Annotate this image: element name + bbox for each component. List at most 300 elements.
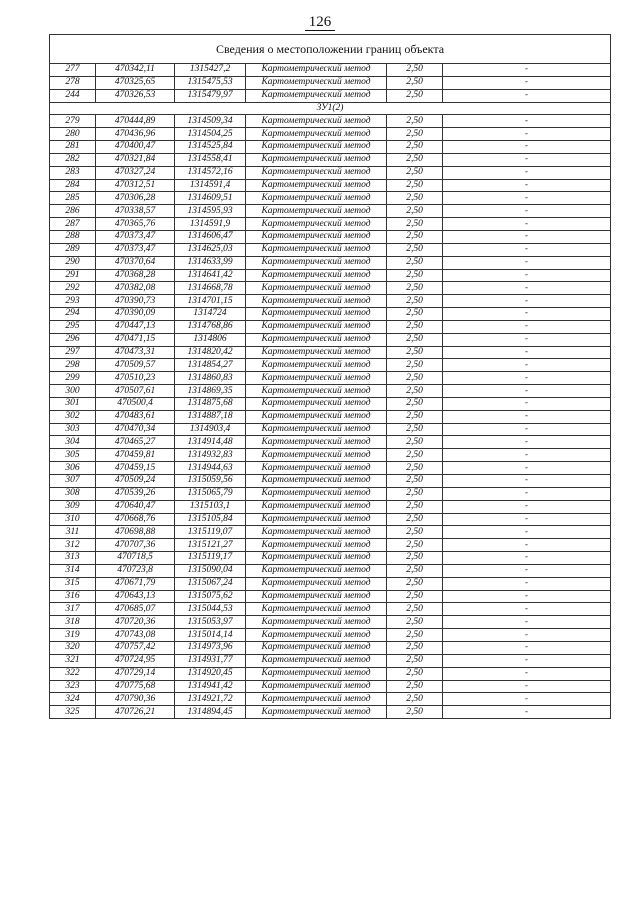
cell-method: Картометрический метод [246, 410, 387, 423]
cell-method: Картометрический метод [246, 192, 387, 205]
cell-method: Картометрический метод [246, 89, 387, 102]
cell-point-number: 300 [50, 385, 96, 398]
table-row [50, 192, 611, 205]
table-row [50, 436, 611, 449]
cell-description: - [443, 385, 611, 398]
cell-precision: 2,50 [387, 616, 443, 629]
table-row [50, 693, 611, 706]
cell-coord-y: 1314920,45 [175, 667, 246, 680]
cell-coord-y: 1314668,78 [175, 282, 246, 295]
cell-method: Картометрический метод [246, 166, 387, 179]
cell-coord-x: 470444,89 [96, 115, 175, 128]
cell-method: Картометрический метод [246, 487, 387, 500]
cell-coord-y: 1315119,07 [175, 526, 246, 539]
cell-coord-x: 470685,07 [96, 603, 175, 616]
cell-point-number: 304 [50, 436, 96, 449]
table-row [50, 179, 611, 192]
table-row [50, 577, 611, 590]
cell-coord-y: 1314768,86 [175, 320, 246, 333]
cell-coord-y: 1314633,99 [175, 256, 246, 269]
cell-point-number: 290 [50, 256, 96, 269]
table-row [50, 115, 611, 128]
table-row [50, 564, 611, 577]
cell-precision: 2,50 [387, 295, 443, 308]
cell-point-number: 320 [50, 641, 96, 654]
cell-description: - [443, 218, 611, 231]
cell-point-number: 322 [50, 667, 96, 680]
cell-point-number: 288 [50, 230, 96, 243]
cell-precision: 2,50 [387, 552, 443, 565]
cell-description: - [443, 372, 611, 385]
cell-coord-y: 1315075,62 [175, 590, 246, 603]
cell-precision: 2,50 [387, 230, 443, 243]
table-row [50, 128, 611, 141]
table-row [50, 616, 611, 629]
table-row [50, 346, 611, 359]
cell-coord-x: 470327,24 [96, 166, 175, 179]
cell-method: Картометрический метод [246, 243, 387, 256]
cell-coord-y: 1314641,42 [175, 269, 246, 282]
cell-description: - [443, 603, 611, 616]
cell-precision: 2,50 [387, 153, 443, 166]
cell-point-number: 279 [50, 115, 96, 128]
cell-method: Картометрический метод [246, 256, 387, 269]
cell-point-number: 299 [50, 372, 96, 385]
cell-precision: 2,50 [387, 243, 443, 256]
cell-method: Картометрический метод [246, 706, 387, 719]
table-row [50, 243, 611, 256]
cell-coord-y: 1315090,04 [175, 564, 246, 577]
cell-coord-x: 470325,65 [96, 76, 175, 89]
cell-point-number: 323 [50, 680, 96, 693]
table-row [50, 552, 611, 565]
cell-coord-x: 470718,5 [96, 552, 175, 565]
cell-coord-y: 1314860,83 [175, 372, 246, 385]
table-row [50, 333, 611, 346]
cell-description: - [443, 295, 611, 308]
cell-precision: 2,50 [387, 410, 443, 423]
cell-coord-x: 470723,8 [96, 564, 175, 577]
cell-point-number: 287 [50, 218, 96, 231]
cell-point-number: 297 [50, 346, 96, 359]
cell-method: Картометрический метод [246, 397, 387, 410]
cell-coord-x: 470640,47 [96, 500, 175, 513]
table-row [50, 603, 611, 616]
cell-coord-y: 1314701,15 [175, 295, 246, 308]
cell-point-number: 302 [50, 410, 96, 423]
cell-coord-y: 1314625,03 [175, 243, 246, 256]
table-row [50, 526, 611, 539]
cell-coord-y: 1314887,18 [175, 410, 246, 423]
cell-precision: 2,50 [387, 654, 443, 667]
cell-precision: 2,50 [387, 192, 443, 205]
cell-description: - [443, 616, 611, 629]
table-row [50, 89, 611, 102]
cell-method: Картометрический метод [246, 128, 387, 141]
cell-precision: 2,50 [387, 500, 443, 513]
cell-method: Картометрический метод [246, 590, 387, 603]
cell-precision: 2,50 [387, 372, 443, 385]
cell-description: - [443, 153, 611, 166]
cell-coord-x: 470643,13 [96, 590, 175, 603]
cell-description: - [443, 308, 611, 321]
cell-precision: 2,50 [387, 475, 443, 488]
cell-precision: 2,50 [387, 385, 443, 398]
cell-description: - [443, 346, 611, 359]
cell-description: - [443, 76, 611, 89]
cell-coord-x: 470459,15 [96, 462, 175, 475]
table-row [50, 256, 611, 269]
cell-method: Картометрический метод [246, 269, 387, 282]
cell-description: - [443, 115, 611, 128]
cell-precision: 2,50 [387, 449, 443, 462]
cell-point-number: 306 [50, 462, 96, 475]
cell-method: Картометрический метод [246, 552, 387, 565]
cell-description: - [443, 397, 611, 410]
cell-description: - [443, 629, 611, 642]
cell-description: - [443, 269, 611, 282]
cell-method: Картометрический метод [246, 141, 387, 154]
cell-point-number: 311 [50, 526, 96, 539]
cell-precision: 2,50 [387, 564, 443, 577]
cell-precision: 2,50 [387, 693, 443, 706]
cell-method: Картометрический метод [246, 333, 387, 346]
cell-precision: 2,50 [387, 128, 443, 141]
cell-point-number: 319 [50, 629, 96, 642]
cell-description: - [443, 449, 611, 462]
cell-coord-y: 1314606,47 [175, 230, 246, 243]
cell-coord-y: 1314595,93 [175, 205, 246, 218]
cell-description: - [443, 526, 611, 539]
cell-description: - [443, 641, 611, 654]
cell-method: Картометрический метод [246, 539, 387, 552]
cell-point-number: 313 [50, 552, 96, 565]
cell-coord-x: 470510,23 [96, 372, 175, 385]
table-row [50, 423, 611, 436]
cell-precision: 2,50 [387, 346, 443, 359]
cell-description: - [443, 500, 611, 513]
cell-precision: 2,50 [387, 308, 443, 321]
cell-coord-x: 470321,84 [96, 153, 175, 166]
cell-description: - [443, 693, 611, 706]
cell-point-number: 289 [50, 243, 96, 256]
cell-coord-y: 1315119,17 [175, 552, 246, 565]
cell-point-number: 321 [50, 654, 96, 667]
cell-precision: 2,50 [387, 462, 443, 475]
table-row [50, 64, 611, 77]
cell-method: Картометрический метод [246, 603, 387, 616]
cell-coord-y: 1314591,4 [175, 179, 246, 192]
cell-description: - [443, 654, 611, 667]
cell-method: Картометрический метод [246, 693, 387, 706]
table-row [50, 282, 611, 295]
table-row [50, 680, 611, 693]
cell-precision: 2,50 [387, 706, 443, 719]
cell-description: - [443, 667, 611, 680]
cell-coord-x: 470500,4 [96, 397, 175, 410]
cell-precision: 2,50 [387, 423, 443, 436]
cell-precision: 2,50 [387, 333, 443, 346]
cell-coord-x: 470473,31 [96, 346, 175, 359]
cell-precision: 2,50 [387, 667, 443, 680]
cell-method: Картометрический метод [246, 359, 387, 372]
cell-coord-x: 470729,14 [96, 667, 175, 680]
cell-point-number: 301 [50, 397, 96, 410]
cell-method: Картометрический метод [246, 153, 387, 166]
table-row [50, 706, 611, 719]
cell-precision: 2,50 [387, 320, 443, 333]
cell-method: Картометрический метод [246, 616, 387, 629]
cell-point-number: 303 [50, 423, 96, 436]
cell-method: Картометрический метод [246, 641, 387, 654]
cell-precision: 2,50 [387, 205, 443, 218]
table-row [50, 590, 611, 603]
table-row [50, 372, 611, 385]
cell-coord-x: 470724,95 [96, 654, 175, 667]
cell-method: Картометрический метод [246, 667, 387, 680]
cell-precision: 2,50 [387, 218, 443, 231]
cell-coord-y: 1314591,9 [175, 218, 246, 231]
cell-coord-x: 470373,47 [96, 243, 175, 256]
cell-method: Картометрический метод [246, 282, 387, 295]
cell-point-number: 291 [50, 269, 96, 282]
cell-method: Картометрический метод [246, 230, 387, 243]
cell-coord-x: 470459,81 [96, 449, 175, 462]
cell-precision: 2,50 [387, 89, 443, 102]
cell-description: - [443, 564, 611, 577]
cell-method: Картометрический метод [246, 64, 387, 77]
cell-coord-x: 470707,36 [96, 539, 175, 552]
cell-method: Картометрический метод [246, 179, 387, 192]
cell-coord-x: 470483,61 [96, 410, 175, 423]
cell-precision: 2,50 [387, 513, 443, 526]
cell-coord-x: 470509,24 [96, 475, 175, 488]
cell-description: - [443, 256, 611, 269]
cell-coord-x: 470370,64 [96, 256, 175, 269]
cell-description: - [443, 192, 611, 205]
cell-description: - [443, 513, 611, 526]
cell-point-number: 316 [50, 590, 96, 603]
cell-coord-x: 470390,73 [96, 295, 175, 308]
cell-coord-x: 470368,28 [96, 269, 175, 282]
cell-method: Картометрический метод [246, 462, 387, 475]
cell-method: Картометрический метод [246, 577, 387, 590]
cell-description: - [443, 436, 611, 449]
cell-description: - [443, 462, 611, 475]
table-row [50, 462, 611, 475]
table-row [50, 153, 611, 166]
cell-precision: 2,50 [387, 282, 443, 295]
cell-coord-x: 470757,42 [96, 641, 175, 654]
table-row [50, 397, 611, 410]
cell-method: Картометрический метод [246, 436, 387, 449]
cell-precision: 2,50 [387, 179, 443, 192]
cell-coord-y: 1314525,84 [175, 141, 246, 154]
table-row [50, 385, 611, 398]
section-row [50, 102, 611, 115]
cell-point-number: 286 [50, 205, 96, 218]
cell-coord-x: 470790,36 [96, 693, 175, 706]
table-title-row [50, 35, 611, 64]
cell-coord-x: 470539,26 [96, 487, 175, 500]
cell-coord-x: 470436,96 [96, 128, 175, 141]
cell-coord-y: 1314941,42 [175, 680, 246, 693]
cell-precision: 2,50 [387, 577, 443, 590]
cell-coord-x: 470509,57 [96, 359, 175, 372]
cell-precision: 2,50 [387, 590, 443, 603]
page-number [0, 14, 640, 31]
table-row [50, 205, 611, 218]
cell-point-number: 283 [50, 166, 96, 179]
table-row [50, 269, 611, 282]
cell-coord-x: 470306,28 [96, 192, 175, 205]
cell-coord-x: 470342,11 [96, 64, 175, 77]
cell-point-number: 310 [50, 513, 96, 526]
table-row [50, 654, 611, 667]
table-row [50, 475, 611, 488]
cell-coord-y: 1314944,63 [175, 462, 246, 475]
boundary-table [49, 34, 611, 719]
cell-coord-x: 470338,57 [96, 205, 175, 218]
cell-coord-y: 1314820,42 [175, 346, 246, 359]
cell-method: Картометрический метод [246, 115, 387, 128]
cell-precision: 2,50 [387, 436, 443, 449]
table-row [50, 76, 611, 89]
table-row [50, 513, 611, 526]
cell-method: Картометрический метод [246, 680, 387, 693]
cell-description: - [443, 333, 611, 346]
cell-precision: 2,50 [387, 397, 443, 410]
cell-point-number: 307 [50, 475, 96, 488]
cell-point-number: 285 [50, 192, 96, 205]
cell-description: - [443, 243, 611, 256]
cell-precision: 2,50 [387, 166, 443, 179]
cell-description: - [443, 320, 611, 333]
cell-coord-x: 470668,76 [96, 513, 175, 526]
cell-description: - [443, 89, 611, 102]
cell-coord-x: 470465,27 [96, 436, 175, 449]
cell-precision: 2,50 [387, 76, 443, 89]
table-row [50, 667, 611, 680]
cell-method: Картометрический метод [246, 564, 387, 577]
cell-coord-y: 1315044,53 [175, 603, 246, 616]
cell-coord-y: 1315103,1 [175, 500, 246, 513]
section-label: ЗУ1(2) [50, 102, 611, 115]
cell-point-number: 315 [50, 577, 96, 590]
cell-coord-y: 1314504,25 [175, 128, 246, 141]
cell-coord-y: 1314572,16 [175, 166, 246, 179]
cell-coord-x: 470775,68 [96, 680, 175, 693]
cell-method: Картометрический метод [246, 372, 387, 385]
table-row [50, 449, 611, 462]
cell-coord-x: 470312,51 [96, 179, 175, 192]
cell-precision: 2,50 [387, 141, 443, 154]
cell-coord-y: 1314914,48 [175, 436, 246, 449]
cell-precision: 2,50 [387, 64, 443, 77]
cell-point-number: 296 [50, 333, 96, 346]
cell-method: Картометрический метод [246, 295, 387, 308]
cell-coord-x: 470400,47 [96, 141, 175, 154]
cell-coord-y: 1315427,2 [175, 64, 246, 77]
cell-point-number: 292 [50, 282, 96, 295]
cell-coord-y: 1314921,72 [175, 693, 246, 706]
cell-point-number: 281 [50, 141, 96, 154]
cell-description: - [443, 141, 611, 154]
cell-coord-y: 1314903,4 [175, 423, 246, 436]
cell-point-number: 278 [50, 76, 96, 89]
cell-description: - [443, 552, 611, 565]
cell-description: - [443, 359, 611, 372]
cell-point-number: 277 [50, 64, 96, 77]
cell-coord-x: 470470,34 [96, 423, 175, 436]
cell-method: Картометрический метод [246, 346, 387, 359]
table-row [50, 295, 611, 308]
cell-coord-y: 1314854,27 [175, 359, 246, 372]
cell-precision: 2,50 [387, 603, 443, 616]
table-row [50, 629, 611, 642]
cell-description: - [443, 64, 611, 77]
cell-coord-x: 470382,08 [96, 282, 175, 295]
cell-point-number: 324 [50, 693, 96, 706]
cell-method: Картометрический метод [246, 205, 387, 218]
cell-description: - [443, 539, 611, 552]
cell-coord-x: 470743,08 [96, 629, 175, 642]
cell-coord-y: 1315067,24 [175, 577, 246, 590]
cell-method: Картометрический метод [246, 629, 387, 642]
cell-description: - [443, 179, 611, 192]
cell-precision: 2,50 [387, 359, 443, 372]
cell-description: - [443, 680, 611, 693]
cell-method: Картометрический метод [246, 526, 387, 539]
cell-coord-y: 1314932,83 [175, 449, 246, 462]
cell-coord-x: 470698,88 [96, 526, 175, 539]
cell-method: Картометрический метод [246, 76, 387, 89]
cell-method: Картометрический метод [246, 423, 387, 436]
cell-coord-x: 470447,13 [96, 320, 175, 333]
cell-precision: 2,50 [387, 115, 443, 128]
cell-coord-y: 1314869,35 [175, 385, 246, 398]
cell-point-number: 309 [50, 500, 96, 513]
table-row [50, 308, 611, 321]
cell-coord-y: 1314509,34 [175, 115, 246, 128]
cell-method: Картометрический метод [246, 385, 387, 398]
cell-coord-x: 470507,61 [96, 385, 175, 398]
cell-coord-y: 1315065,79 [175, 487, 246, 500]
cell-point-number: 244 [50, 89, 96, 102]
cell-coord-y: 1315014,14 [175, 629, 246, 642]
cell-precision: 2,50 [387, 539, 443, 552]
cell-description: - [443, 128, 611, 141]
cell-point-number: 293 [50, 295, 96, 308]
table-row [50, 166, 611, 179]
cell-point-number: 325 [50, 706, 96, 719]
cell-precision: 2,50 [387, 487, 443, 500]
cell-precision: 2,50 [387, 629, 443, 642]
boundary-table-body [50, 35, 611, 719]
cell-coord-x: 470373,47 [96, 230, 175, 243]
cell-method: Картометрический метод [246, 308, 387, 321]
table-title: Сведения о местоположении границ объекта [50, 35, 611, 64]
cell-coord-x: 470471,15 [96, 333, 175, 346]
table-row [50, 487, 611, 500]
cell-point-number: 294 [50, 308, 96, 321]
cell-method: Картометрический метод [246, 500, 387, 513]
table-row [50, 141, 611, 154]
cell-point-number: 308 [50, 487, 96, 500]
cell-coord-y: 1315121,27 [175, 539, 246, 552]
table-row [50, 320, 611, 333]
cell-method: Картометрический метод [246, 475, 387, 488]
